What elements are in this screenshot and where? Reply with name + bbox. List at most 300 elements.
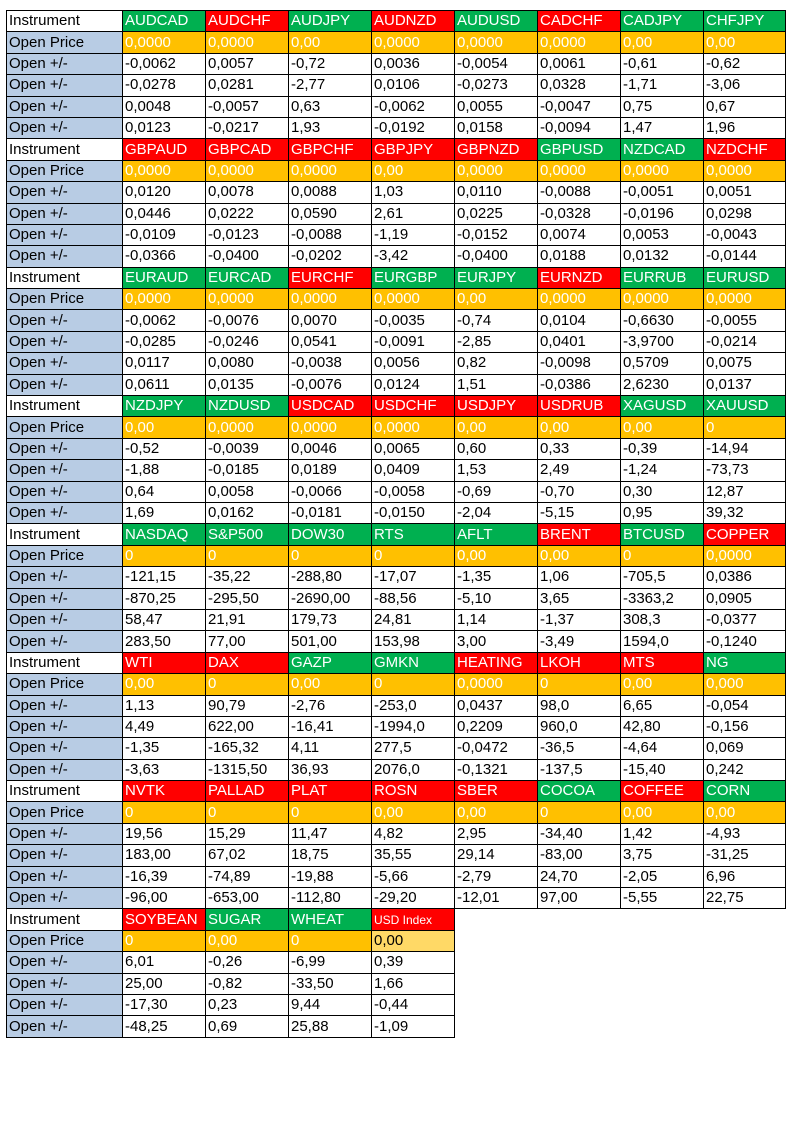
open-change-value: 90,79 <box>206 695 289 716</box>
open-change-value: -137,5 <box>538 759 621 780</box>
open-change-value: 0,75 <box>621 96 704 117</box>
open-change-value: 183,00 <box>123 845 206 866</box>
open-change-value: -29,20 <box>372 888 455 909</box>
open-price-value: 0,00 <box>621 674 704 695</box>
empty-cell <box>621 1016 704 1037</box>
open-change-value: 0,23 <box>206 994 289 1015</box>
row-label-instrument: Instrument <box>7 139 123 160</box>
open-change-row <box>7 374 786 395</box>
instrument-symbol: NVTK <box>123 781 206 802</box>
open-change-value: 0,0158 <box>455 117 538 138</box>
open-change-value: -73,73 <box>704 460 786 481</box>
open-change-value: -0,1321 <box>455 759 538 780</box>
row-label-open-change: Open +/- <box>7 567 123 588</box>
open-change-value: 0,0162 <box>206 502 289 523</box>
open-price-value: 0,0000 <box>206 417 289 438</box>
open-price-value: 0,00 <box>372 930 455 951</box>
open-price-value: 0,00 <box>123 674 206 695</box>
open-change-value: 2,6230 <box>621 374 704 395</box>
open-price-value: 0,00 <box>455 417 538 438</box>
open-change-value: 0,39 <box>372 952 455 973</box>
open-change-value: -0,0088 <box>538 182 621 203</box>
instrument-symbol: CHFJPY <box>704 11 786 32</box>
empty-cell <box>455 994 538 1015</box>
instrument-symbol: COPPER <box>704 524 786 545</box>
open-change-value: 0,0611 <box>123 374 206 395</box>
open-change-value: 58,47 <box>123 609 206 630</box>
open-change-row <box>7 310 786 331</box>
open-change-value: 4,49 <box>123 716 206 737</box>
open-price-value: 0,0000 <box>123 160 206 181</box>
open-change-value: -0,0214 <box>704 331 786 352</box>
open-change-value: -0,0217 <box>206 117 289 138</box>
open-change-value: -705,5 <box>621 567 704 588</box>
open-change-value: 36,93 <box>289 759 372 780</box>
open-price-value: 0,0000 <box>455 674 538 695</box>
open-change-value: -0,0043 <box>704 224 786 245</box>
instrument-symbol: EURCAD <box>206 267 289 288</box>
open-price-value: 0,0000 <box>704 545 786 566</box>
instrument-symbol: EURUSD <box>704 267 786 288</box>
open-change-value: 2,49 <box>538 460 621 481</box>
open-change-value: -17,30 <box>123 994 206 1015</box>
open-change-value: -16,41 <box>289 716 372 737</box>
empty-cell <box>621 930 704 951</box>
instrument-symbol: DAX <box>206 652 289 673</box>
open-change-value: -0,26 <box>206 952 289 973</box>
open-change-value: -0,39 <box>621 438 704 459</box>
open-change-value: 1,69 <box>123 502 206 523</box>
open-change-value: -1,19 <box>372 224 455 245</box>
open-change-row <box>7 823 786 844</box>
instrument-symbol: SOYBEAN <box>123 909 206 930</box>
instrument-symbol: USDCHF <box>372 396 455 417</box>
open-change-value: -121,15 <box>123 567 206 588</box>
open-change-value: -0,44 <box>372 994 455 1015</box>
instrument-symbol: WHEAT <box>289 909 372 930</box>
open-change-row <box>7 481 786 502</box>
open-change-value: -0,0091 <box>372 331 455 352</box>
open-change-value: 0,0070 <box>289 310 372 331</box>
open-change-value: -0,0076 <box>289 374 372 395</box>
open-change-value: 0,0055 <box>455 96 538 117</box>
open-change-row <box>7 866 786 887</box>
open-price-value: 0,00 <box>621 802 704 823</box>
open-change-value: -0,0152 <box>455 224 538 245</box>
open-change-value: -2,77 <box>289 75 372 96</box>
open-change-value: 0,0188 <box>538 246 621 267</box>
open-change-value: 0,0135 <box>206 374 289 395</box>
open-change-value: -870,25 <box>123 588 206 609</box>
open-change-value: 1,42 <box>621 823 704 844</box>
open-change-value: 0,0058 <box>206 481 289 502</box>
row-label-open-change: Open +/- <box>7 738 123 759</box>
open-price-value: 0,0000 <box>372 32 455 53</box>
open-price-value: 0 <box>289 930 372 951</box>
row-label-open-change: Open +/- <box>7 374 123 395</box>
open-change-value: -0,0185 <box>206 460 289 481</box>
open-change-value: -0,61 <box>621 53 704 74</box>
empty-cell <box>704 930 786 951</box>
instrument-header-row <box>7 909 786 930</box>
row-label-open-price: Open Price <box>7 674 123 695</box>
row-label-open-change: Open +/- <box>7 53 123 74</box>
instrument-symbol: GBPUSD <box>538 139 621 160</box>
open-change-value: -0,0285 <box>123 331 206 352</box>
open-change-value: -14,94 <box>704 438 786 459</box>
open-change-row <box>7 952 786 973</box>
open-change-value: -0,72 <box>289 53 372 74</box>
open-change-value: -1994,0 <box>372 716 455 737</box>
row-label-open-price: Open Price <box>7 545 123 566</box>
open-change-value: 0,242 <box>704 759 786 780</box>
row-label-open-change: Open +/- <box>7 502 123 523</box>
open-change-value: 0,30 <box>621 481 704 502</box>
open-price-value: 0,0000 <box>372 417 455 438</box>
open-change-value: 0,0051 <box>704 182 786 203</box>
instrument-symbol: HEATING <box>455 652 538 673</box>
open-change-row <box>7 203 786 224</box>
open-change-value: 0,0590 <box>289 203 372 224</box>
open-change-value: 0,0120 <box>123 182 206 203</box>
empty-cell <box>621 952 704 973</box>
instrument-header-row <box>7 652 786 673</box>
open-change-value: 4,82 <box>372 823 455 844</box>
open-price-value: 0,0000 <box>289 417 372 438</box>
instrument-header-row <box>7 396 786 417</box>
open-price-value: 0 <box>206 674 289 695</box>
open-price-value: 0,00 <box>455 289 538 310</box>
open-change-value: -17,07 <box>372 567 455 588</box>
open-price-value: 0,00 <box>455 545 538 566</box>
open-price-value: 0,0000 <box>455 32 538 53</box>
open-change-value: 0,0386 <box>704 567 786 588</box>
open-change-value: 25,88 <box>289 1016 372 1037</box>
open-change-value: -5,66 <box>372 866 455 887</box>
row-label-instrument: Instrument <box>7 524 123 545</box>
open-price-value: 0 <box>123 802 206 823</box>
open-change-value: 0,63 <box>289 96 372 117</box>
row-label-open-change: Open +/- <box>7 481 123 502</box>
open-change-value: -1,37 <box>538 609 621 630</box>
empty-cell <box>538 973 621 994</box>
row-label-open-change: Open +/- <box>7 609 123 630</box>
row-label-open-change: Open +/- <box>7 182 123 203</box>
open-change-value: 98,0 <box>538 695 621 716</box>
open-change-value: -0,0088 <box>289 224 372 245</box>
instrument-symbol: MTS <box>621 652 704 673</box>
empty-cell <box>538 909 621 930</box>
instrument-symbol: GBPCAD <box>206 139 289 160</box>
instrument-symbol: XAGUSD <box>621 396 704 417</box>
open-price-value: 0,00 <box>455 802 538 823</box>
open-change-value: -0,0328 <box>538 203 621 224</box>
instrument-symbol: GBPJPY <box>372 139 455 160</box>
open-change-value: 153,98 <box>372 631 455 652</box>
open-price-value: 0 <box>538 674 621 695</box>
open-change-row <box>7 567 786 588</box>
open-change-value: 0,0056 <box>372 353 455 374</box>
open-change-value: -0,0278 <box>123 75 206 96</box>
open-change-value: -0,70 <box>538 481 621 502</box>
open-change-value: -2,76 <box>289 695 372 716</box>
open-change-value: -0,0066 <box>289 481 372 502</box>
open-change-value: 0,69 <box>206 1016 289 1037</box>
open-change-value: 0,0046 <box>289 438 372 459</box>
row-label-instrument: Instrument <box>7 781 123 802</box>
open-price-value: 0 <box>538 802 621 823</box>
open-change-row <box>7 224 786 245</box>
open-price-value: 0,00 <box>704 32 786 53</box>
open-change-value: 0,95 <box>621 502 704 523</box>
open-change-value: -0,1240 <box>704 631 786 652</box>
instrument-symbol: S&P500 <box>206 524 289 545</box>
open-change-value: -33,50 <box>289 973 372 994</box>
instrument-symbol: AUDCAD <box>123 11 206 32</box>
row-label-open-change: Open +/- <box>7 888 123 909</box>
row-label-open-change: Open +/- <box>7 631 123 652</box>
open-price-value: 0,0000 <box>538 289 621 310</box>
open-change-value: -0,0150 <box>372 502 455 523</box>
row-label-open-change: Open +/- <box>7 353 123 374</box>
row-label-instrument: Instrument <box>7 652 123 673</box>
open-price-value: 0,0000 <box>289 160 372 181</box>
open-change-value: -0,0196 <box>621 203 704 224</box>
open-change-value: 0,0137 <box>704 374 786 395</box>
open-change-value: 6,96 <box>704 866 786 887</box>
open-change-value: -16,39 <box>123 866 206 887</box>
open-price-value: 0 <box>289 802 372 823</box>
instrument-table <box>6 10 786 1038</box>
instrument-symbol: NZDCAD <box>621 139 704 160</box>
open-change-row <box>7 331 786 352</box>
instrument-symbol: BTCUSD <box>621 524 704 545</box>
open-change-value: -1,24 <box>621 460 704 481</box>
open-change-value: 0,0104 <box>538 310 621 331</box>
empty-cell <box>538 930 621 951</box>
open-price-value: 0,00 <box>289 32 372 53</box>
instrument-symbol: CORN <box>704 781 786 802</box>
open-change-value: -1,35 <box>123 738 206 759</box>
open-price-row <box>7 32 786 53</box>
open-change-value: -2,05 <box>621 866 704 887</box>
row-label-instrument: Instrument <box>7 11 123 32</box>
open-change-value: 0,0123 <box>123 117 206 138</box>
open-change-value: -0,0109 <box>123 224 206 245</box>
open-price-row <box>7 160 786 181</box>
instrument-header-row <box>7 267 786 288</box>
open-price-value: 0,00 <box>123 417 206 438</box>
row-label-open-price: Open Price <box>7 289 123 310</box>
instrument-symbol: EURGBP <box>372 267 455 288</box>
open-change-value: 0,0110 <box>455 182 538 203</box>
open-change-value: -0,0366 <box>123 246 206 267</box>
open-change-value: -288,80 <box>289 567 372 588</box>
open-change-value: 3,75 <box>621 845 704 866</box>
open-change-value: -88,56 <box>372 588 455 609</box>
open-change-value: 0,0065 <box>372 438 455 459</box>
open-change-value: 1594,0 <box>621 631 704 652</box>
instrument-symbol: GBPCHF <box>289 139 372 160</box>
open-change-value: 0,82 <box>455 353 538 374</box>
open-change-value: -0,0472 <box>455 738 538 759</box>
open-change-value: 0,0328 <box>538 75 621 96</box>
open-price-value: 0,0000 <box>206 32 289 53</box>
open-change-value: 11,47 <box>289 823 372 844</box>
empty-cell <box>704 973 786 994</box>
open-change-value: -253,0 <box>372 695 455 716</box>
open-change-value: -48,25 <box>123 1016 206 1037</box>
open-change-value: -0,0035 <box>372 310 455 331</box>
instrument-symbol: AUDJPY <box>289 11 372 32</box>
open-change-value: -2,04 <box>455 502 538 523</box>
instrument-symbol: GMKN <box>372 652 455 673</box>
row-label-open-change: Open +/- <box>7 866 123 887</box>
instrument-symbol: EURRUB <box>621 267 704 288</box>
row-label-open-change: Open +/- <box>7 973 123 994</box>
open-change-value: -0,69 <box>455 481 538 502</box>
row-label-open-price: Open Price <box>7 160 123 181</box>
open-change-row <box>7 888 786 909</box>
instrument-symbol: BRENT <box>538 524 621 545</box>
instrument-symbol: EURNZD <box>538 267 621 288</box>
open-change-value: -3363,2 <box>621 588 704 609</box>
open-change-value: 35,55 <box>372 845 455 866</box>
open-change-value: -0,0192 <box>372 117 455 138</box>
open-change-value: -6,99 <box>289 952 372 973</box>
row-label-open-price: Open Price <box>7 417 123 438</box>
open-change-value: -0,0054 <box>455 53 538 74</box>
open-change-row <box>7 502 786 523</box>
instrument-symbol: NZDJPY <box>123 396 206 417</box>
open-change-value: 0,64 <box>123 481 206 502</box>
open-change-value: 0,0053 <box>621 224 704 245</box>
instrument-symbol: NZDUSD <box>206 396 289 417</box>
open-change-row <box>7 973 786 994</box>
open-price-value: 0,0000 <box>206 160 289 181</box>
instrument-symbol: NG <box>704 652 786 673</box>
open-change-row <box>7 609 786 630</box>
open-price-value: 0 <box>206 802 289 823</box>
open-change-value: -5,10 <box>455 588 538 609</box>
open-change-row <box>7 53 786 74</box>
open-price-value: 0,0000 <box>538 32 621 53</box>
empty-cell <box>621 994 704 1015</box>
open-change-value: -0,0038 <box>289 353 372 374</box>
open-change-value: -12,01 <box>455 888 538 909</box>
open-change-value: 0,60 <box>455 438 538 459</box>
open-change-value: 0,0117 <box>123 353 206 374</box>
open-change-value: -0,0062 <box>372 96 455 117</box>
open-change-value: 24,70 <box>538 866 621 887</box>
open-change-value: 0,0541 <box>289 331 372 352</box>
instrument-symbol: AUDUSD <box>455 11 538 32</box>
open-change-value: -0,054 <box>704 695 786 716</box>
instrument-symbol: EURJPY <box>455 267 538 288</box>
open-change-value: -0,0377 <box>704 609 786 630</box>
instrument-symbol: USDRUB <box>538 396 621 417</box>
row-label-open-change: Open +/- <box>7 310 123 331</box>
instrument-symbol: CADCHF <box>538 11 621 32</box>
open-price-value: 0,00 <box>538 545 621 566</box>
instrument-header-row <box>7 524 786 545</box>
row-label-open-change: Open +/- <box>7 331 123 352</box>
instrument-symbol: ROSN <box>372 781 455 802</box>
instrument-symbol: GBPAUD <box>123 139 206 160</box>
row-label-instrument: Instrument <box>7 396 123 417</box>
instrument-symbol: SBER <box>455 781 538 802</box>
instrument-symbol: PALLAD <box>206 781 289 802</box>
open-change-value: 0,0075 <box>704 353 786 374</box>
row-label-open-price: Open Price <box>7 802 123 823</box>
instrument-header-row <box>7 139 786 160</box>
open-change-value: -1,71 <box>621 75 704 96</box>
open-change-value: 42,80 <box>621 716 704 737</box>
row-label-open-change: Open +/- <box>7 96 123 117</box>
open-change-row <box>7 75 786 96</box>
open-change-value: 0,2209 <box>455 716 538 737</box>
open-change-value: 9,44 <box>289 994 372 1015</box>
open-change-row <box>7 994 786 1015</box>
instrument-symbol: EURCHF <box>289 267 372 288</box>
open-price-row <box>7 674 786 695</box>
row-label-open-change: Open +/- <box>7 716 123 737</box>
open-change-value: 0,0074 <box>538 224 621 245</box>
open-change-value: 6,01 <box>123 952 206 973</box>
open-change-value: 67,02 <box>206 845 289 866</box>
row-label-open-price: Open Price <box>7 32 123 53</box>
open-change-value: -0,62 <box>704 53 786 74</box>
open-price-value: 0,00 <box>372 802 455 823</box>
open-change-value: 0,0437 <box>455 695 538 716</box>
open-change-value: -0,0076 <box>206 310 289 331</box>
open-change-value: -2690,00 <box>289 588 372 609</box>
empty-cell <box>455 930 538 951</box>
open-price-row <box>7 417 786 438</box>
open-change-value: 25,00 <box>123 973 206 994</box>
open-change-value: 0,0036 <box>372 53 455 74</box>
open-change-value: 18,75 <box>289 845 372 866</box>
row-label-open-change: Open +/- <box>7 438 123 459</box>
row-label-open-change: Open +/- <box>7 460 123 481</box>
open-change-value: 39,32 <box>704 502 786 523</box>
open-change-value: 0,0061 <box>538 53 621 74</box>
empty-cell <box>704 909 786 930</box>
open-change-row <box>7 738 786 759</box>
open-price-value: 0 <box>372 545 455 566</box>
open-change-row <box>7 438 786 459</box>
row-label-open-price: Open Price <box>7 930 123 951</box>
row-label-open-change: Open +/- <box>7 994 123 1015</box>
open-change-value: -0,0062 <box>123 53 206 74</box>
open-price-value: 0,0000 <box>289 289 372 310</box>
open-change-value: 1,66 <box>372 973 455 994</box>
open-change-value: -3,42 <box>372 246 455 267</box>
open-change-value: 12,87 <box>704 481 786 502</box>
open-price-value: 0,00 <box>372 160 455 181</box>
open-change-value: -295,50 <box>206 588 289 609</box>
open-change-value: -0,0039 <box>206 438 289 459</box>
open-change-value: -19,88 <box>289 866 372 887</box>
open-change-value: 2076,0 <box>372 759 455 780</box>
open-change-value: -653,00 <box>206 888 289 909</box>
open-price-value: 0 <box>206 545 289 566</box>
open-change-value: 1,06 <box>538 567 621 588</box>
row-label-open-change: Open +/- <box>7 952 123 973</box>
empty-cell <box>455 909 538 930</box>
open-price-value: 0 <box>704 417 786 438</box>
open-price-value: 0,000 <box>704 674 786 695</box>
